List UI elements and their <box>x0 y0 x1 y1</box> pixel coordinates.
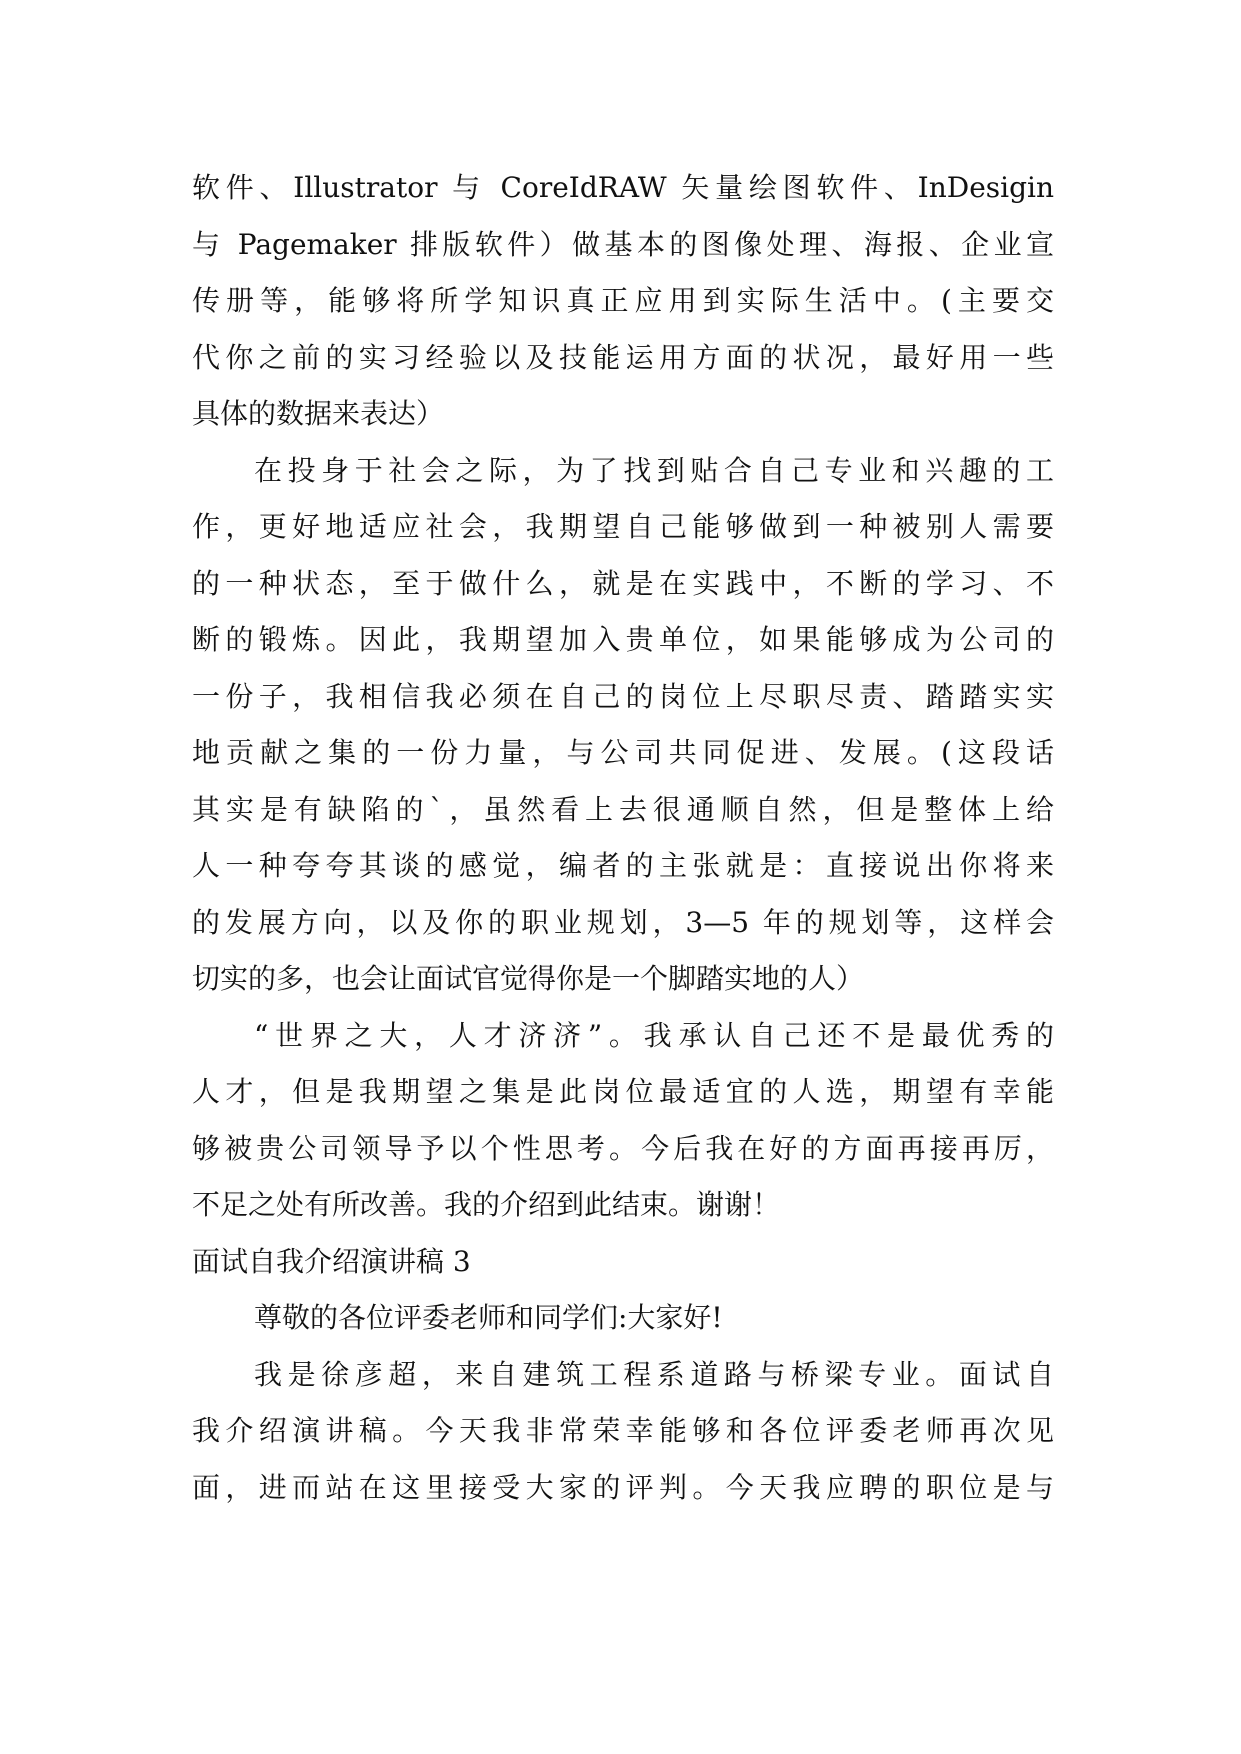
text-line: 人才，但是我期望之集是此岗位最适宜的人选，期望有幸能 <box>192 1075 1054 1108</box>
text-line: 地贡献之集的一份力量，与公司共同促进、发展。(这段话 <box>192 736 1054 769</box>
text-line: “世界之大，人才济济”。我承认自己还不是最优秀的 <box>254 1018 1054 1052</box>
text-line: 一份子，我相信我必须在自己的岗位上尽职尽责、踏踏实实 <box>192 679 1054 713</box>
text-line: 断的锻炼。因此，我期望加入贵单位，如果能够成为公司的 <box>192 623 1054 656</box>
paragraph-continued <box>192 160 1054 443</box>
text-line: 具体的数据来表达） <box>192 397 445 430</box>
text-line: 的发展方向，以及你的职业规划，3—5 年的规划等，这样会 <box>192 905 1054 939</box>
text-line: 够被贵公司领导予以个性思考。今后我在好的方面再接再厉， <box>192 1131 1054 1165</box>
text-line: 代你之前的实习经验以及技能运用方面的状况，最好用一些 <box>192 340 1054 374</box>
text-line: 我介绍演讲稿。今天我非常荣幸能够和各位评委老师再次见 <box>192 1414 1054 1447</box>
text-line: 作，更好地适应社会，我期望自己能够做到一种被别人需要 <box>192 510 1054 543</box>
text-line: 我是徐彦超，来自建筑工程系道路与桥梁专业。面试自 <box>254 1357 1054 1391</box>
section-heading: 面试自我介绍演讲稿 3 <box>192 1244 471 1278</box>
text-line: 的一种状态，至于做什么，就是在实践中，不断的学习、不 <box>192 566 1054 600</box>
document-body <box>192 160 1054 1516</box>
text-line: 传册等，能够将所学知识真正应用到实际生活中。(主要交 <box>192 284 1054 317</box>
text-line: 软件、Illustrator 与 CoreIdRAW 矢量绘图软件、InDesigin <box>192 171 1054 204</box>
paragraph-closing <box>192 1008 1054 1234</box>
text-line: 其实是有缺陷的`，虽然看上去很通顺自然，但是整体上给 <box>192 792 1054 826</box>
text-line: 与 Pagemaker 排版软件）做基本的图像处理、海报、企业宣 <box>192 227 1054 261</box>
text-line: 人一种夸夸其谈的感觉，编者的主张就是：直接说出你将来 <box>192 849 1054 882</box>
paragraph-introduction <box>192 1347 1054 1517</box>
paragraph-career-goal <box>192 443 1054 1008</box>
text-line: 不足之处有所改善。我的介绍到此结束。谢谢！ <box>192 1188 781 1221</box>
text-line: 在投身于社会之际，为了找到贴合自己专业和兴趣的工 <box>254 453 1054 487</box>
greeting-line: 尊敬的各位评委老师和同学们:大家好! <box>254 1301 723 1334</box>
text-line: 面，进而站在这里接受大家的评判。今天我应聘的职位是与 <box>192 1470 1054 1504</box>
text-line: 切实的多，也会让面试官觉得你是一个脚踏实地的人） <box>192 962 865 995</box>
